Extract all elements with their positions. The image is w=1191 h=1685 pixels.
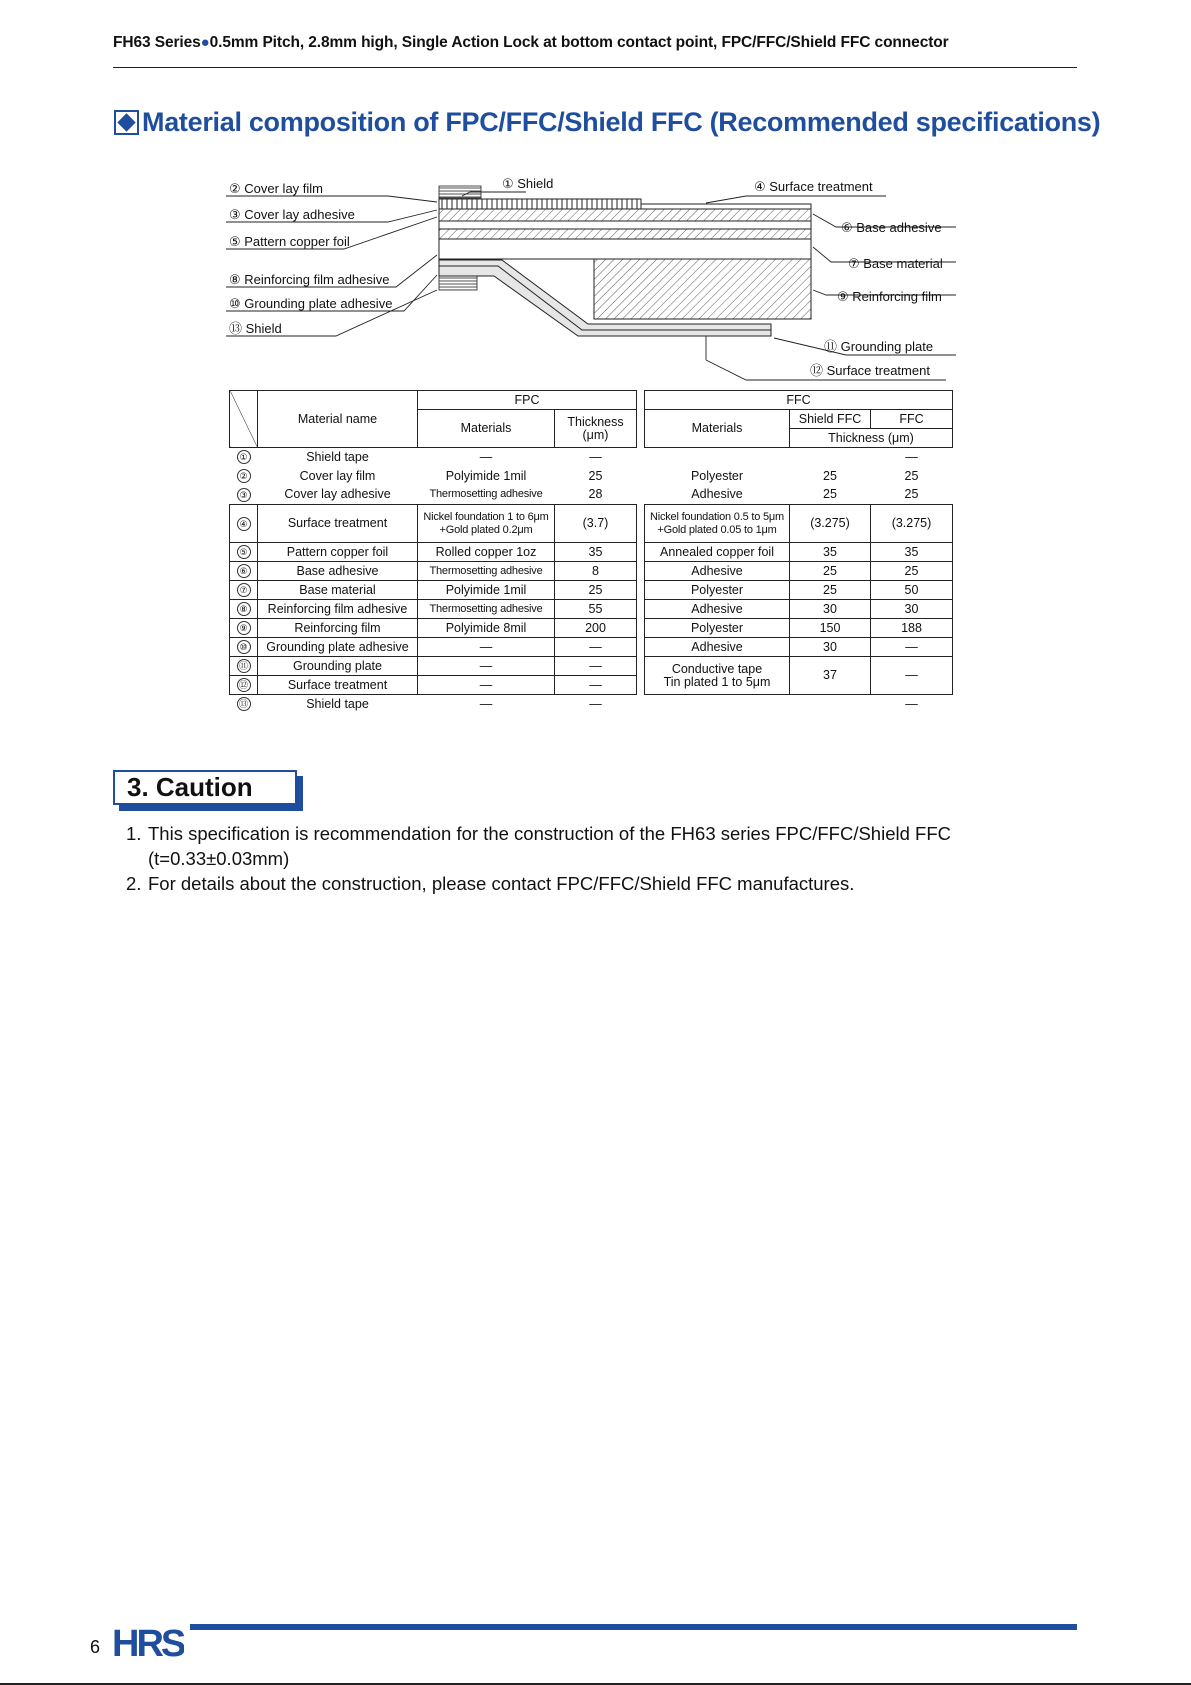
row-number: ⑧ bbox=[237, 602, 251, 616]
ffc-material bbox=[645, 505, 790, 543]
item-text-line1: This specification is recommendation for the construction of the FH63 series FPC/FFC/Shield FFC bbox=[148, 823, 951, 844]
ffc-material-line1: Nickel foundation 0.5 to 5μm bbox=[649, 510, 785, 523]
shield-ffc-thickness bbox=[790, 448, 871, 467]
ffc-thickness: 188 bbox=[871, 619, 953, 638]
fpc-thickness: 28 bbox=[588, 487, 603, 502]
header-ffc-materials: Materials bbox=[645, 410, 790, 448]
label-reinforcing-film-adhesive: ⑧ Reinforcing film adhesive bbox=[229, 272, 390, 287]
ffc-thickness: (3.275) bbox=[871, 505, 953, 543]
ffc-thickness: — bbox=[871, 657, 953, 695]
fpc-material: Rolled copper 1oz bbox=[418, 543, 555, 562]
fpc-thickness: 55 bbox=[555, 600, 637, 619]
fpc-thickness: 35 bbox=[555, 543, 637, 562]
shield-ffc-thickness: 25 bbox=[790, 562, 871, 581]
ffc-material-line1: Conductive tape bbox=[671, 661, 763, 676]
list-item bbox=[126, 821, 1026, 871]
ffc-thickness: — bbox=[905, 696, 918, 711]
fpc-material-line1: Nickel foundation 1 to 6μm bbox=[423, 510, 549, 523]
section-title-text: Material composition of FPC/FFC/Shield FFC (Recommended specifications) bbox=[142, 106, 1101, 137]
fpc-thickness: 25 bbox=[555, 581, 637, 600]
label-base-adhesive: ⑥ Base adhesive bbox=[841, 220, 942, 235]
header-fpc-thickness bbox=[555, 410, 637, 448]
fpc-thickness: (3.7) bbox=[555, 505, 637, 543]
thickness-label: Thickness bbox=[567, 414, 624, 429]
fpc-material: — bbox=[479, 696, 493, 711]
fpc-thickness: — bbox=[589, 696, 602, 711]
base-material-layer bbox=[439, 239, 811, 259]
footer-rule bbox=[190, 1624, 1077, 1630]
label-cover-lay-adhesive: ③ Cover lay adhesive bbox=[229, 207, 355, 222]
label-base-material: ⑦ Base material bbox=[848, 256, 943, 271]
ffc-thickness: 25 bbox=[904, 468, 919, 483]
material-name: Base material bbox=[258, 581, 418, 600]
base-hatched-layer bbox=[439, 229, 811, 239]
material-name: Shield tape bbox=[306, 696, 369, 711]
fpc-thickness: 25 bbox=[588, 468, 603, 483]
fpc-material bbox=[418, 505, 555, 543]
ffc-thickness: 30 bbox=[871, 600, 953, 619]
header-material-name: Material name bbox=[258, 391, 418, 448]
table-row bbox=[230, 619, 953, 638]
ffc-material: Adhesive bbox=[691, 487, 743, 502]
table-row bbox=[230, 486, 953, 505]
thickness-unit: (μm) bbox=[582, 427, 609, 442]
header-subtitle: 0.5mm Pitch, 2.8mm high, Single Action Lock at bottom contact point, FPC/FFC/Shield FFC connector bbox=[209, 34, 949, 51]
label-grounding-plate-adhesive: ⑩ Grounding plate adhesive bbox=[229, 296, 393, 311]
bottom-shield-layer bbox=[439, 276, 477, 290]
shield-ffc-thickness: 25 bbox=[790, 581, 871, 600]
row-number: ⑪ bbox=[237, 659, 251, 673]
row-number: ③ bbox=[237, 488, 251, 502]
material-name: Grounding plate adhesive bbox=[258, 638, 418, 657]
shield-ffc-thickness: 37 bbox=[790, 657, 871, 695]
material-spec-table bbox=[229, 390, 953, 714]
material-name: Reinforcing film adhesive bbox=[258, 600, 418, 619]
shield-ffc-thickness bbox=[790, 695, 871, 714]
shield-ffc-thickness: 25 bbox=[823, 487, 837, 502]
pattern-copper-layer bbox=[439, 209, 811, 221]
table-header-row bbox=[230, 391, 953, 410]
row-number: ⑨ bbox=[237, 621, 251, 635]
fpc-thickness: — bbox=[589, 449, 602, 464]
page-number: 6 bbox=[90, 1637, 101, 1657]
header-shield-ffc: Shield FFC bbox=[790, 410, 871, 429]
running-header bbox=[113, 34, 1077, 52]
table-row bbox=[230, 448, 953, 467]
item-number: 1. bbox=[126, 823, 142, 844]
ffc-material: Polyester bbox=[645, 581, 790, 600]
item-text-line2: (t=0.33±0.03mm) bbox=[148, 848, 290, 869]
material-name: Pattern copper foil bbox=[258, 543, 418, 562]
row-number: ⑫ bbox=[237, 678, 251, 692]
ffc-material: Polyester bbox=[690, 468, 744, 483]
material-name: Cover lay adhesive bbox=[284, 487, 391, 502]
ffc-material bbox=[645, 657, 790, 695]
ffc-thickness: 50 bbox=[871, 581, 953, 600]
ffc-thickness: — bbox=[871, 638, 953, 657]
header-rule bbox=[113, 67, 1077, 68]
fpc-material: — bbox=[418, 657, 555, 676]
shield-ffc-thickness: (3.275) bbox=[790, 505, 871, 543]
surface-treatment-layer bbox=[641, 204, 811, 209]
shield-ffc-thickness: 30 bbox=[790, 638, 871, 657]
material-name: Base adhesive bbox=[258, 562, 418, 581]
table-row bbox=[230, 638, 953, 657]
shield-ffc-thickness: 25 bbox=[823, 468, 837, 483]
ffc-thickness: 35 bbox=[871, 543, 953, 562]
table-row bbox=[230, 657, 953, 676]
shield-ffc-thickness: 150 bbox=[790, 619, 871, 638]
list-item bbox=[126, 871, 1026, 896]
row-number: ⑥ bbox=[237, 564, 251, 578]
fpc-material: Thermosetting adhesive bbox=[429, 488, 543, 501]
ffc-material: Polyester bbox=[645, 619, 790, 638]
material-name: Cover lay film bbox=[299, 468, 376, 483]
fpc-thickness: — bbox=[555, 638, 637, 657]
material-name: Reinforcing film bbox=[258, 619, 418, 638]
fpc-thickness: — bbox=[555, 657, 637, 676]
fpc-thickness: 8 bbox=[555, 562, 637, 581]
caution-list bbox=[126, 821, 1026, 896]
row-number: ① bbox=[237, 450, 251, 464]
shield-ffc-thickness: 30 bbox=[790, 600, 871, 619]
label-shield-bottom: ⑬ Shield bbox=[229, 321, 282, 336]
table-row bbox=[230, 600, 953, 619]
header-ffc: FFC bbox=[645, 391, 953, 410]
fpc-thickness: 200 bbox=[555, 619, 637, 638]
fpc-material: — bbox=[418, 638, 555, 657]
ffc-thickness: 25 bbox=[871, 562, 953, 581]
fpc-material: — bbox=[418, 676, 555, 695]
table-row bbox=[230, 562, 953, 581]
row-number: ⑤ bbox=[237, 545, 251, 559]
ffc-material: Annealed copper foil bbox=[645, 543, 790, 562]
series-name: FH63 Series bbox=[113, 34, 201, 51]
ffc-thickness: 25 bbox=[904, 487, 919, 502]
logo-text: HRS bbox=[112, 1623, 184, 1664]
bullet-dot-icon: ● bbox=[200, 34, 210, 51]
label-surface-treatment-bottom: ⑫ Surface treatment bbox=[810, 363, 930, 378]
ffc-material bbox=[645, 695, 790, 714]
section-title bbox=[114, 104, 1100, 140]
fpc-material-line2: +Gold plated 0.2μm bbox=[439, 523, 533, 536]
row-number: ② bbox=[237, 469, 251, 483]
ffc-material-line2: Tin plated 1 to 5μm bbox=[663, 674, 771, 689]
material-name: Surface treatment bbox=[258, 676, 418, 695]
table-row bbox=[230, 505, 953, 543]
reinforcing-film-block bbox=[594, 259, 811, 319]
label-cover-lay-film: ② Cover lay film bbox=[229, 181, 324, 196]
header-fpc: FPC bbox=[418, 391, 637, 410]
diagonal-header-cell bbox=[230, 391, 258, 448]
ffc-material: Adhesive bbox=[645, 638, 790, 657]
table-row bbox=[230, 581, 953, 600]
label-surface-treatment-top: ④ Surface treatment bbox=[754, 179, 873, 194]
cover-lay-film-layer bbox=[439, 199, 641, 209]
ffc-material-line2: +Gold plated 0.05 to 1μm bbox=[657, 523, 777, 536]
shield-ffc-thickness: 35 bbox=[790, 543, 871, 562]
header-ffc-col: FFC bbox=[871, 410, 953, 429]
material-name: Grounding plate bbox=[258, 657, 418, 676]
fpc-material: Thermosetting adhesive bbox=[418, 600, 555, 619]
base-adhesive-layer bbox=[439, 221, 811, 229]
fpc-material: — bbox=[479, 449, 493, 464]
fpc-material: Polyimide 8mil bbox=[418, 619, 555, 638]
fpc-material: Polyimide 1mil bbox=[418, 581, 555, 600]
material-name: Surface treatment bbox=[258, 505, 418, 543]
fpc-material: Thermosetting adhesive bbox=[418, 562, 555, 581]
ffc-material: Adhesive bbox=[645, 562, 790, 581]
fpc-material: Polyimide 1mil bbox=[445, 468, 527, 483]
item-number: 2. bbox=[126, 873, 142, 894]
caution-heading: 3. Caution bbox=[113, 770, 297, 805]
row-number: ⑩ bbox=[237, 640, 251, 654]
fpc-thickness: — bbox=[555, 676, 637, 695]
hrs-logo-mark bbox=[112, 1622, 184, 1664]
ffc-material bbox=[645, 448, 790, 467]
cross-section-diagram bbox=[226, 172, 956, 387]
diamond-bullet-icon bbox=[114, 110, 139, 135]
label-grounding-plate: ⑪ Grounding plate bbox=[824, 339, 934, 354]
hrs-logo bbox=[112, 1622, 184, 1669]
label-shield-top: ① Shield bbox=[502, 176, 554, 191]
header-ffc-thickness: Thickness (μm) bbox=[790, 429, 953, 448]
material-name: Shield tape bbox=[306, 449, 369, 464]
row-number: ④ bbox=[237, 517, 251, 531]
label-reinforcing-film: ⑨ Reinforcing film bbox=[837, 289, 942, 304]
header-fpc-materials: Materials bbox=[418, 410, 555, 448]
label-pattern-copper-foil: ⑤ Pattern copper foil bbox=[229, 234, 350, 249]
item-text-line1: For details about the construction, please contact FPC/FFC/Shield FFC manufactures. bbox=[148, 873, 855, 894]
row-number: ⑦ bbox=[237, 583, 251, 597]
table-row bbox=[230, 467, 953, 486]
table-row bbox=[230, 543, 953, 562]
row-number: ⑬ bbox=[237, 697, 251, 711]
ffc-thickness: — bbox=[905, 449, 918, 464]
ffc-material: Adhesive bbox=[645, 600, 790, 619]
table-row bbox=[230, 695, 953, 714]
